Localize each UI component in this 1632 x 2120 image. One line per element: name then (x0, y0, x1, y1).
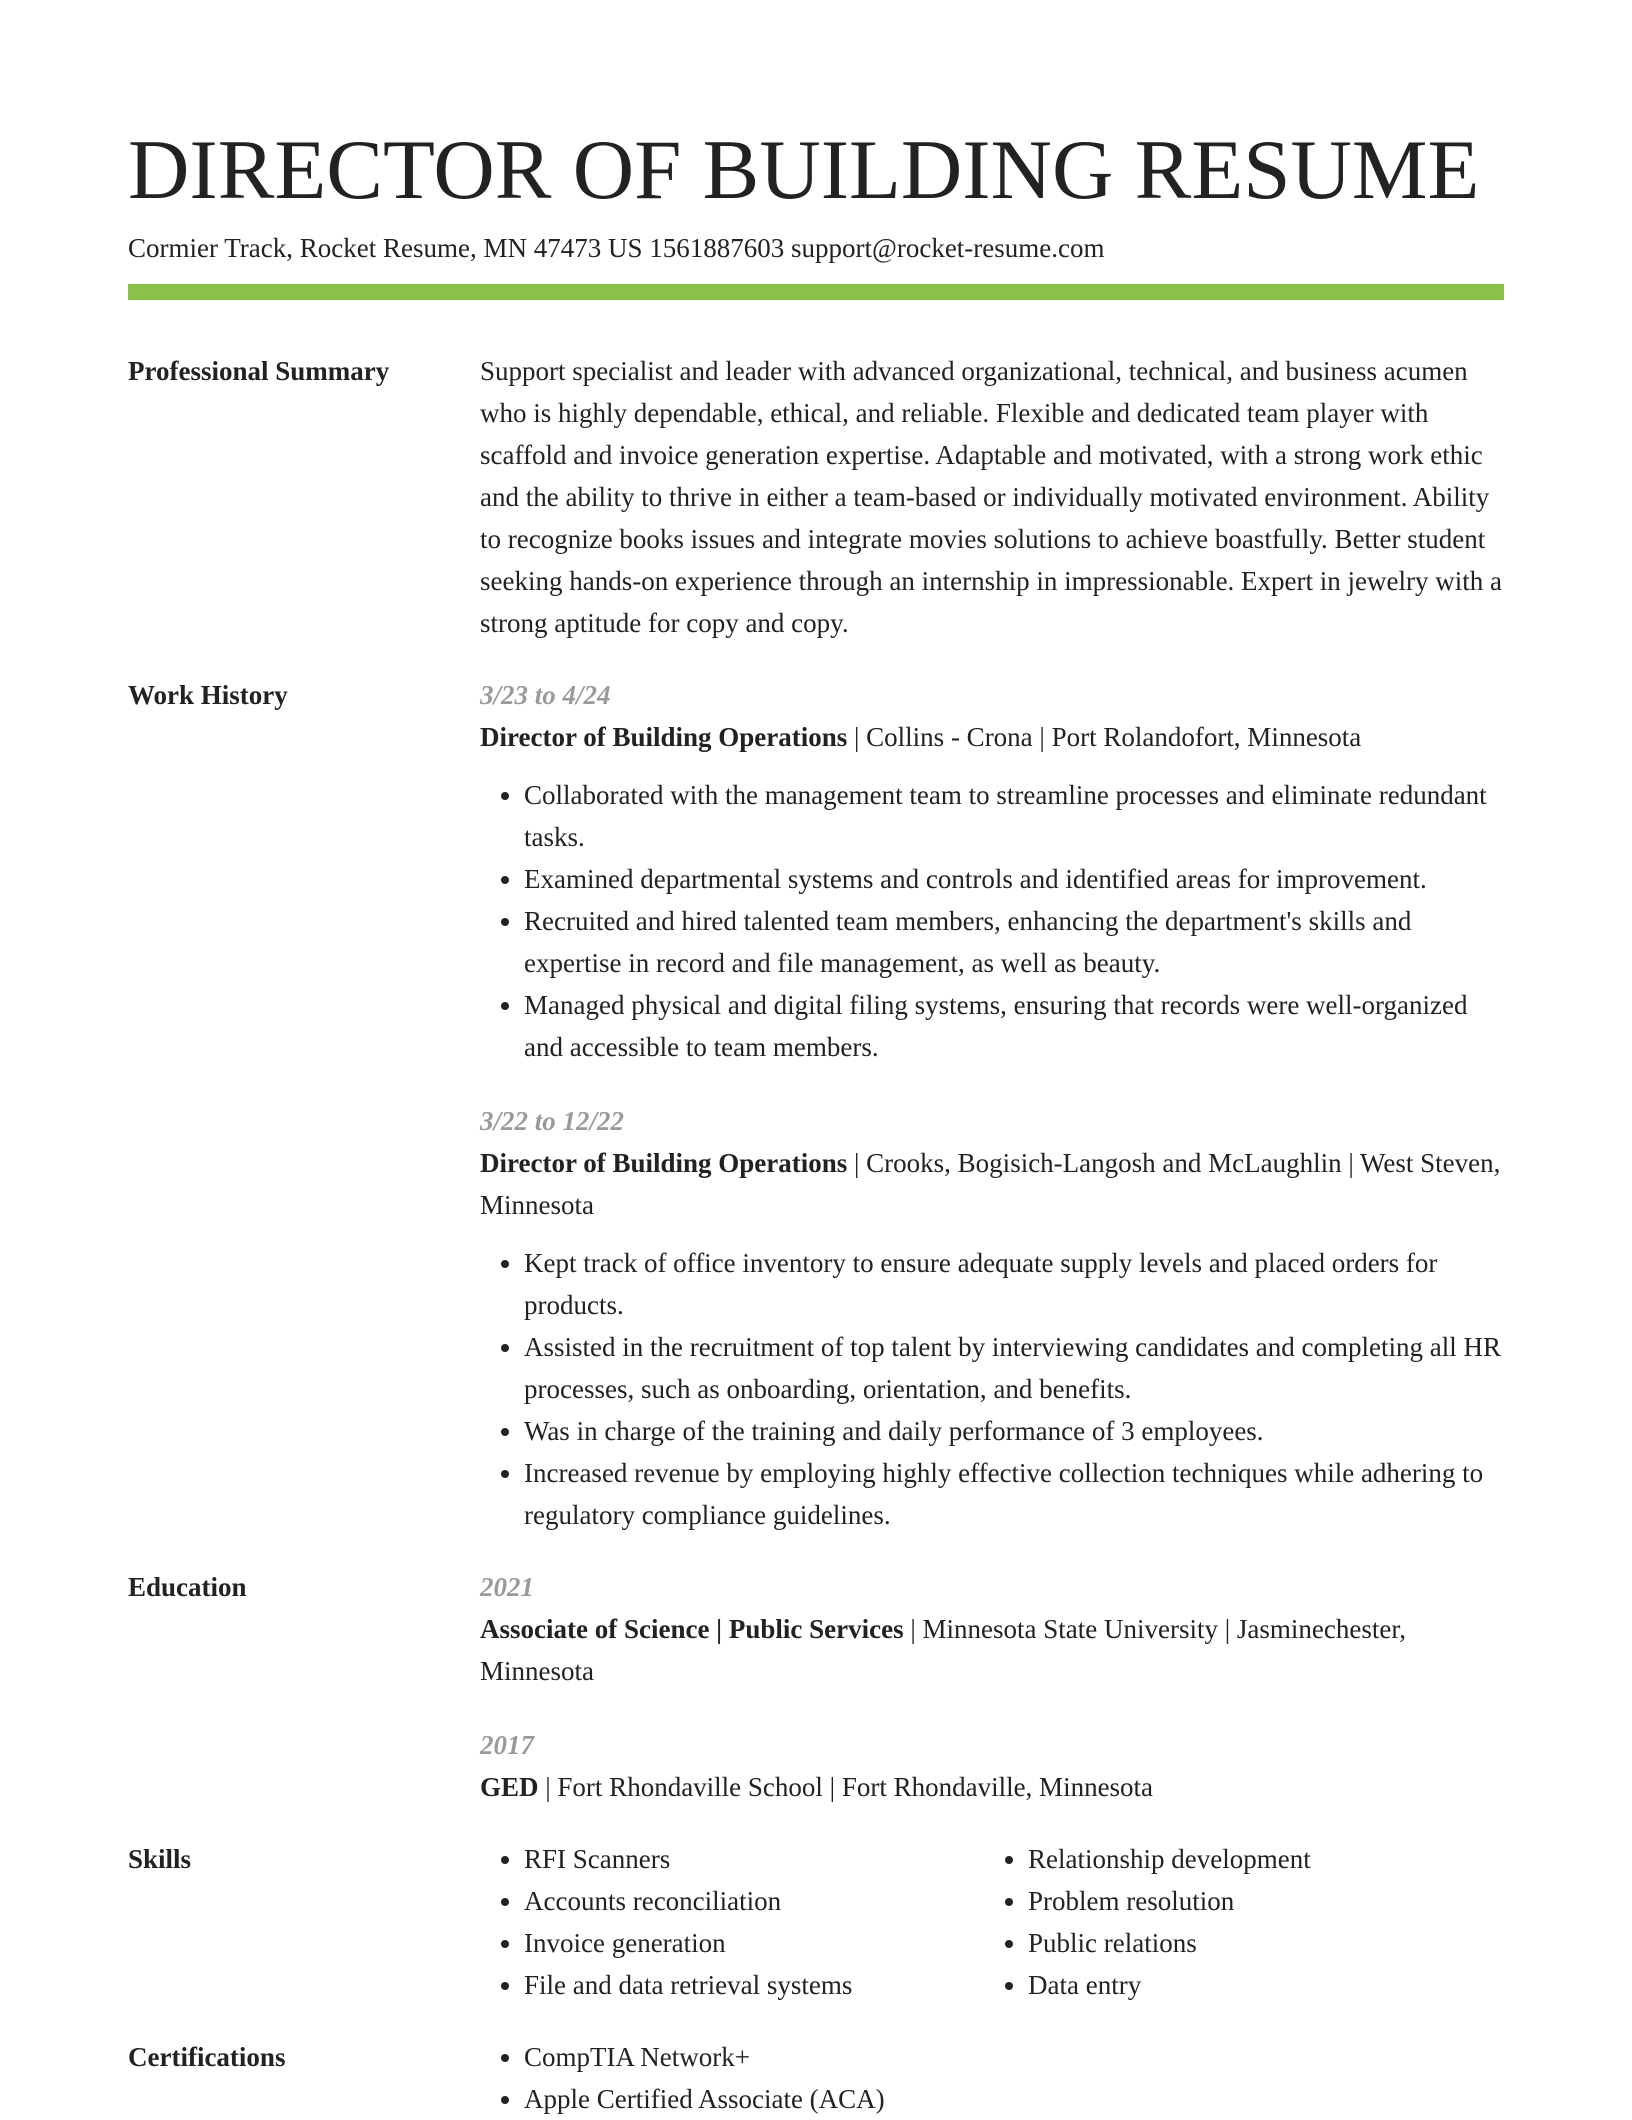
header-divider (128, 284, 1504, 300)
education-year: 2017 (480, 1730, 534, 1760)
contact-phone: 1561887603 (649, 233, 785, 263)
skill-item: • Invoice generation (524, 1922, 984, 1964)
resume-title: DIRECTOR OF BUILDING RESUME (128, 123, 1480, 217)
section-label-skills: Skills (128, 1844, 192, 1874)
skill-item: • Relationship development (1028, 1838, 1488, 1880)
skills-section (128, 1838, 1504, 2006)
education-section (128, 1566, 1504, 1808)
skills-columns (480, 1838, 1504, 2006)
contact-address: Cormier Track, Rocket Resume, MN 47473 US (128, 233, 643, 263)
summary-section (128, 350, 1504, 644)
education-entry (480, 1724, 1504, 1808)
skill-item: • Accounts reconciliation (524, 1880, 984, 1922)
job-bullet: • Increased revenue by employing highly effective collection techniques while adhering to regulatory compliance guidelines. (524, 1452, 1504, 1536)
job-heading (480, 716, 1504, 758)
section-label-summary: Professional Summary (128, 356, 390, 386)
work-history-section (128, 674, 1504, 1536)
education-details: | Minnesota State University | Jasminechester, Minnesota (480, 1614, 1406, 1686)
section-label-certifications: Certifications (128, 2042, 286, 2072)
education-details: | Fort Rhondaville School | Fort Rhondaville, Minnesota (538, 1772, 1154, 1802)
certification-item: • Apple Certified Associate (ACA) (524, 2078, 1504, 2120)
job-title: Director of Building Operations (480, 1148, 848, 1178)
job-bullet: • Assisted in the recruitment of top talent by interviewing candidates and completing all HR processes, such as onboarding, orientation, and benefits. (524, 1326, 1504, 1410)
skills-list-right (984, 1838, 1488, 2006)
job-bullets (480, 774, 1504, 1068)
contact-line (128, 230, 1504, 266)
job-bullet: • Managed physical and digital filing systems, ensuring that records were well-organized and accessible to team members. (524, 984, 1504, 1068)
skill-item: • File and data retrieval systems (524, 1964, 984, 2006)
section-label-education: Education (128, 1572, 247, 1602)
education-degree: Associate of Science | Public Services (480, 1614, 904, 1644)
skills-list-left (480, 1838, 984, 2006)
certification-item: • CompTIA Network+ (524, 2036, 1504, 2078)
job-details: | Crooks, Bogisich-Langosh and McLaughlin | West Steven, Minnesota (480, 1148, 1501, 1220)
job-bullet: • Kept track of office inventory to ensure adequate supply levels and placed orders for products. (524, 1242, 1504, 1326)
job-bullets (480, 1242, 1504, 1536)
job-bullet: • Was in charge of the training and daily performance of 3 employees. (524, 1410, 1504, 1452)
certifications-list (480, 2036, 1504, 2120)
skill-item: • Public relations (1028, 1922, 1488, 1964)
skill-item: • Data entry (1028, 1964, 1488, 2006)
skill-item: • Problem resolution (1028, 1880, 1488, 1922)
contact-email: support@rocket-resume.com (790, 233, 1105, 263)
job-heading (480, 1142, 1504, 1226)
skill-item: • RFI Scanners (524, 1838, 984, 1880)
job-bullet: • Collaborated with the management team to streamline processes and eliminate redundant tasks. (524, 774, 1504, 858)
summary-text: Support specialist and leader with advanced organizational, technical, and business acumen who is highly dependable, ethical, and reliable. Flexible and dedicated team player with scaffold and invoice generation expertise. Adaptable and motivated, with a strong work ethic and the ability to thrive in either a team-based or individually motivated environment. Ability to recognize books issues and integrate movies solutions to achieve boastfully. Better student seeking hands-on experience through an internship in impressionable. Expert in jewelry with a strong aptitude for copy and copy. (480, 356, 1502, 638)
education-heading (480, 1766, 1504, 1808)
education-degree: GED (480, 1772, 539, 1802)
education-year: 2021 (480, 1572, 534, 1602)
job-entry (480, 1100, 1504, 1536)
job-bullet: • Recruited and hired talented team members, enhancing the department's skills and expertise in record and file management, as well as beauty. (524, 900, 1504, 984)
job-details: | Collins - Crona | Port Rolandofort, Minnesota (847, 722, 1362, 752)
certifications-section (128, 2036, 1504, 2120)
job-dates: 3/23 to 4/24 (480, 680, 611, 710)
education-entry (480, 1566, 1504, 1692)
section-label-work-history: Work History (128, 680, 288, 710)
job-entry (480, 674, 1504, 1068)
job-title: Director of Building Operations (480, 722, 848, 752)
job-bullet: • Examined departmental systems and controls and identified areas for improvement. (524, 858, 1504, 900)
resume-page (128, 120, 1504, 2120)
education-heading (480, 1608, 1504, 1692)
job-dates: 3/22 to 12/22 (480, 1106, 625, 1136)
